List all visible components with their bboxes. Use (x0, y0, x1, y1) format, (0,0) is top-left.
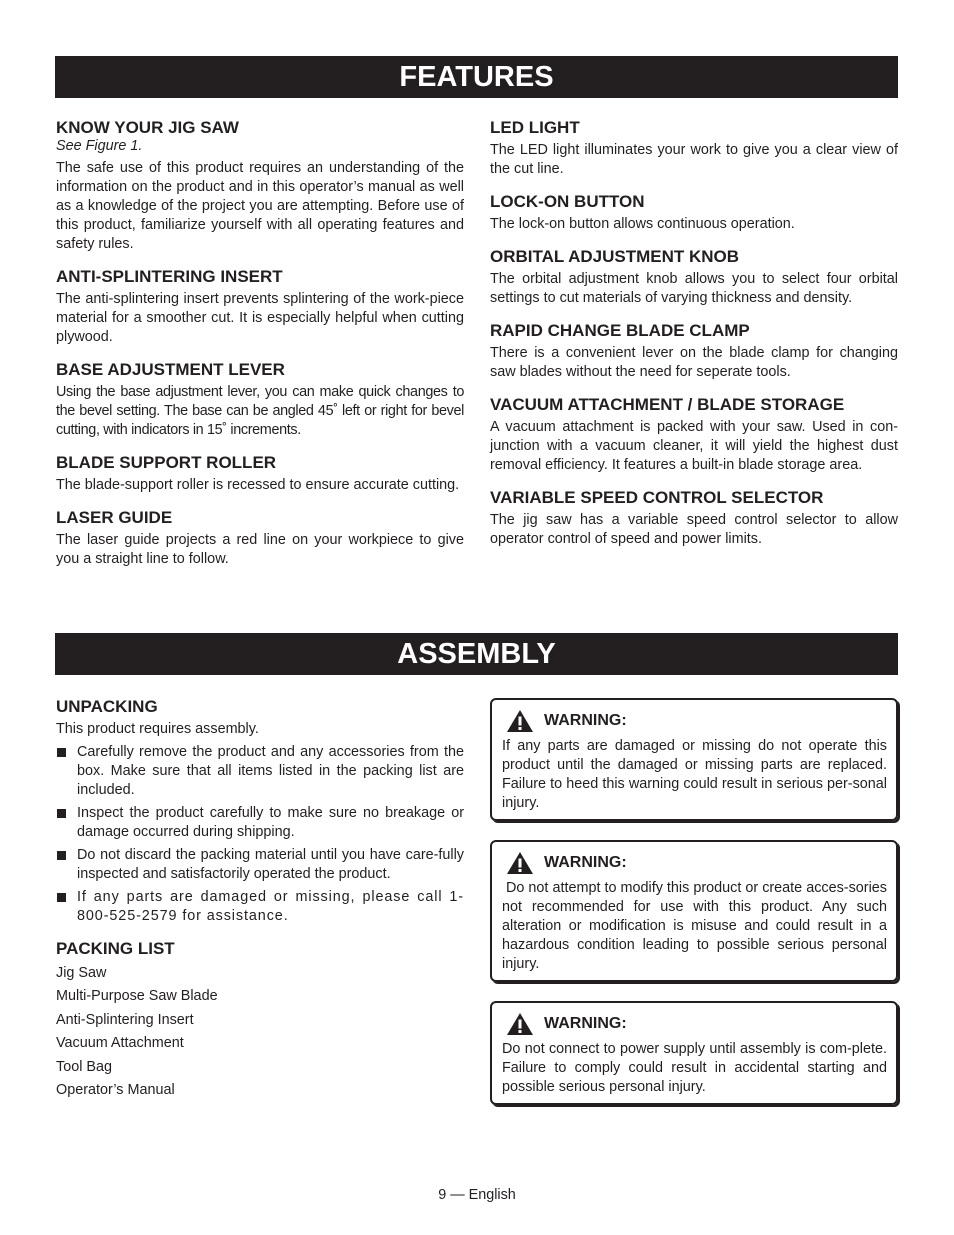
section-body: A vacuum attachment is packed with your saw. Used in con-junction with a vacuum cleaner, it will yield the highest dust removal efficiency. It features a built-in blade storage area. (490, 419, 898, 473)
section-body: The orbital adjustment knob allows you to select four orbital settings to cut materials of varying thickness and density. (490, 271, 898, 306)
section-body: The jig saw has a variable speed control selector to allow operator control of speed and power limits. (490, 512, 898, 547)
section-body: The LED light illuminates your work to give you a clear view of the cut line. (490, 142, 898, 177)
section-heading: LED LIGHT (490, 118, 580, 137)
section-body: The safe use of this product requires an understanding of the information on the product and in this operator’s manual as well as a knowledge of the project you are attempting. Before use of this product, familiarize yourself with all operating features and safety rules. (56, 160, 464, 252)
bullet-square-icon (57, 893, 66, 902)
warning-box (490, 1001, 898, 1105)
list-item: Tool Bag (56, 1058, 113, 1075)
section-laser-guide (56, 506, 464, 569)
section-rapid-change-blade-clamp (490, 319, 898, 382)
list-item: Jig Saw (56, 965, 107, 981)
warning-header (502, 850, 887, 876)
warning-header (502, 708, 887, 734)
section-led-light (490, 116, 898, 179)
bullet-square-icon (57, 851, 66, 860)
section-body: The lock-on button allows continuous operation. (490, 216, 795, 232)
list-item: Operator’s Manual (56, 1082, 175, 1099)
section-anti-splintering-insert (56, 265, 464, 347)
section-body: The blade-support roller is recessed to ensure accurate cutting. (56, 477, 460, 493)
section-heading: VARIABLE SPEED CONTROL SELECTOR (490, 488, 824, 507)
warning-title: WARNING: (544, 1015, 627, 1032)
list-item: If any parts are damaged or missing, please call 1-800-525-2579 for assistance. (56, 888, 464, 926)
section-variable-speed-control (490, 486, 898, 549)
section-heading: PACKING LIST (56, 939, 175, 958)
section-heading: ORBITAL ADJUSTMENT KNOB (490, 247, 740, 266)
section-heading: KNOW YOUR JIG SAW (56, 118, 239, 137)
section-heading: VACUUM ATTACHMENT / BLADE STORAGE (490, 395, 845, 414)
warning-box (490, 840, 898, 982)
assembly-left-column (56, 695, 464, 1113)
warning-text: Do not connect to power supply until assembly is com-plete. Failure to comply could result in accidental starting and possible serious personal injury. (502, 1041, 887, 1095)
features-banner: FEATURES (55, 56, 898, 98)
list-item: Inspect the product carefully to make sure no breakage or damage occurred during shipping. (56, 804, 464, 842)
assembly-banner: ASSEMBLY (55, 633, 898, 675)
list-item: Do not discard the packing material until you have care-fully inspected and satisfactorily operated the product. (56, 846, 464, 884)
warning-title: WARNING: (544, 854, 627, 871)
warning-text: If any parts are damaged or missing do not operate this product until the damaged or missing parts are replaced. Failure to heed this warning could result in serious per-sonal injury. (502, 738, 887, 811)
section-packing-list (56, 937, 464, 1102)
section-heading: LOCK-ON BUTTON (490, 192, 645, 211)
warning-text: Do not attempt to modify this product or create acces-sories not recommended for use with this product. Any such alteration or modification is misuse and could result in a hazardous condition leading to possible serious personal injury. (502, 880, 887, 972)
section-unpacking (56, 695, 464, 926)
features-left-column (56, 116, 464, 580)
section-heading: BASE ADJUSTMENT LEVER (56, 360, 285, 379)
unpacking-list (56, 743, 464, 926)
figure-reference: See Figure 1. (56, 138, 143, 154)
section-body: There is a convenient lever on the blade clamp for changing saw blades without the need for seperate tools. (490, 345, 898, 380)
section-base-adjustment-lever (56, 358, 464, 440)
section-orbital-adjustment-knob (490, 245, 898, 308)
warning-box (490, 698, 898, 821)
bullet-square-icon (57, 809, 66, 818)
section-blade-support-roller (56, 451, 464, 495)
assembly-right-column (490, 698, 898, 1124)
section-body: The anti-splintering insert prevents splintering of the work-piece material for a smoother cut. It is especially helpful when cutting plywood. (56, 291, 464, 345)
section-vacuum-attachment (490, 393, 898, 475)
warning-title: WARNING: (544, 712, 627, 729)
list-item: Vacuum Attachment (56, 1035, 184, 1052)
features-right-column (490, 116, 898, 560)
section-body: Using the base adjustment lever, you can make quick changes to the bevel setting. The base can be angled 45˚ left or right for bevel cutting, with indicators in 15˚ increments. (56, 384, 464, 438)
section-heading: BLADE SUPPORT ROLLER (56, 453, 277, 472)
warning-triangle-icon (506, 709, 534, 733)
bullet-square-icon (57, 748, 66, 757)
unpacking-intro: This product requires assembly. (56, 721, 259, 737)
warning-triangle-icon (506, 1012, 534, 1036)
list-item: Carefully remove the product and any accessories from the box. Make sure that all items listed in the packing list are included. (56, 743, 464, 800)
packing-list (56, 962, 464, 1102)
warning-header (502, 1011, 887, 1037)
section-heading: ANTI-SPLINTERING INSERT (56, 267, 283, 286)
list-item: Anti-Splintering Insert (56, 1011, 194, 1028)
page-footer: 9 — English (438, 1187, 516, 1203)
section-body: The laser guide projects a red line on your workpiece to give you a straight line to follow. (56, 532, 464, 567)
section-heading: UNPACKING (56, 697, 158, 716)
list-item: Multi-Purpose Saw Blade (56, 988, 218, 1005)
section-heading: LASER GUIDE (56, 508, 173, 527)
warning-triangle-icon (506, 851, 534, 875)
section-lock-on-button (490, 190, 898, 234)
section-know-your-jig-saw (56, 116, 464, 254)
section-heading: RAPID CHANGE BLADE CLAMP (490, 321, 750, 340)
